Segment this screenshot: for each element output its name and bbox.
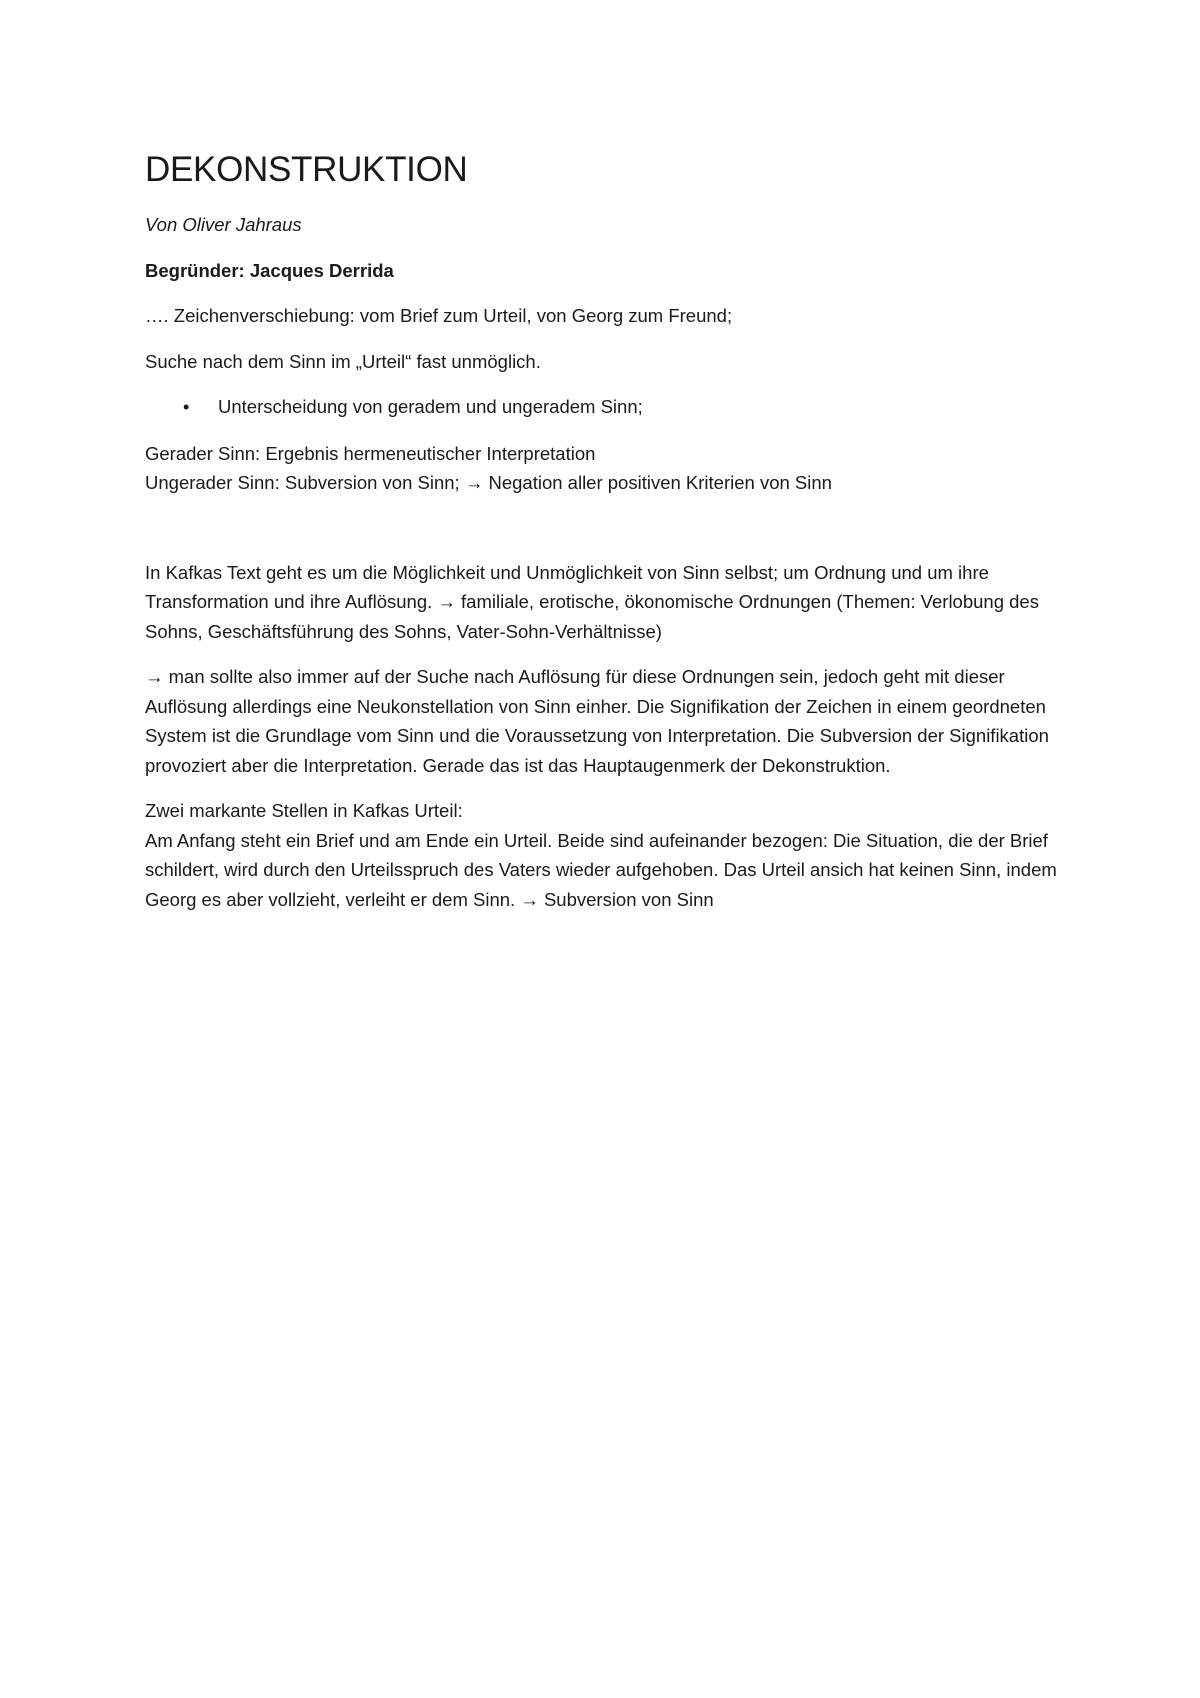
kafka-paragraph: In Kafkas Text geht es um die Möglichkeit und Unmöglichkeit von Sinn selbst; um Ordnung und um ihre Transformation und ihre Auflösung. → familiale, erotische, ökonomische Ordnungen (Themen: Verlobung des Sohns, Geschäftsführung des Sohns, Vater-Sohn-Verhältnisse) xyxy=(145,561,1039,642)
gerader-sinn-line: Gerader Sinn: Ergebnis hermeneutischer Interpretation xyxy=(145,442,596,464)
zeichen-line: …. Zeichenverschiebung: vom Brief zum Urteil, von Georg zum Freund; xyxy=(145,305,733,326)
spacer xyxy=(145,514,1065,558)
stellen-paragraph: Am Anfang steht ein Brief und am Ende ein Urteil. Beide sind aufeinander bezogen: Die Situation, die der Brief schildert, wird durch den Urteilsspruch des Vaters wieder aufgehoben. Das Urteil ansich hat keinen Sinn, indem Georg es aber vollzieht, verleiht er dem Sinn. → Subversion von Sinn xyxy=(145,829,1057,910)
stellen-section xyxy=(145,796,1065,914)
stellen-heading: Zwei markante Stellen in Kafkas Urteil: xyxy=(145,800,463,821)
ungerader-sinn-line: Ungerader Sinn: Subversion von Sinn; → Negation aller positiven Kriterien von Sinn xyxy=(145,472,832,493)
aufloesung-paragraph: → man sollte also immer auf der Suche nach Auflösung für diese Ordnungen sein, jedoch geht mit dieser Auflösung allerdings eine Neukonstellation von Sinn einher. Die Signifikation der Zeichen in einem geordneten System ist die Grundlage vom Sinn und die Voraussetzung von Interpretation. Die Subversion der Signifikation provoziert aber die Interpretation. Gerade das ist das Hauptaugenmerk der Dekonstruktion. xyxy=(145,666,1049,776)
bullet-text: Unterscheidung von geradem und ungeradem Sinn; xyxy=(218,396,643,417)
founder-line: Begründer: Jacques Derrida xyxy=(145,259,394,281)
bullet-list-item xyxy=(145,392,1065,423)
suche-line: Suche nach dem Sinn im „Urteil“ fast unmöglich. xyxy=(145,350,541,372)
bullet-icon: • xyxy=(183,397,190,417)
author-line: Von Oliver Jahraus xyxy=(145,214,302,235)
document-page xyxy=(145,148,1065,930)
sinn-definitions xyxy=(145,439,1065,498)
document-title: DEKONSTRUKTION xyxy=(145,150,468,189)
